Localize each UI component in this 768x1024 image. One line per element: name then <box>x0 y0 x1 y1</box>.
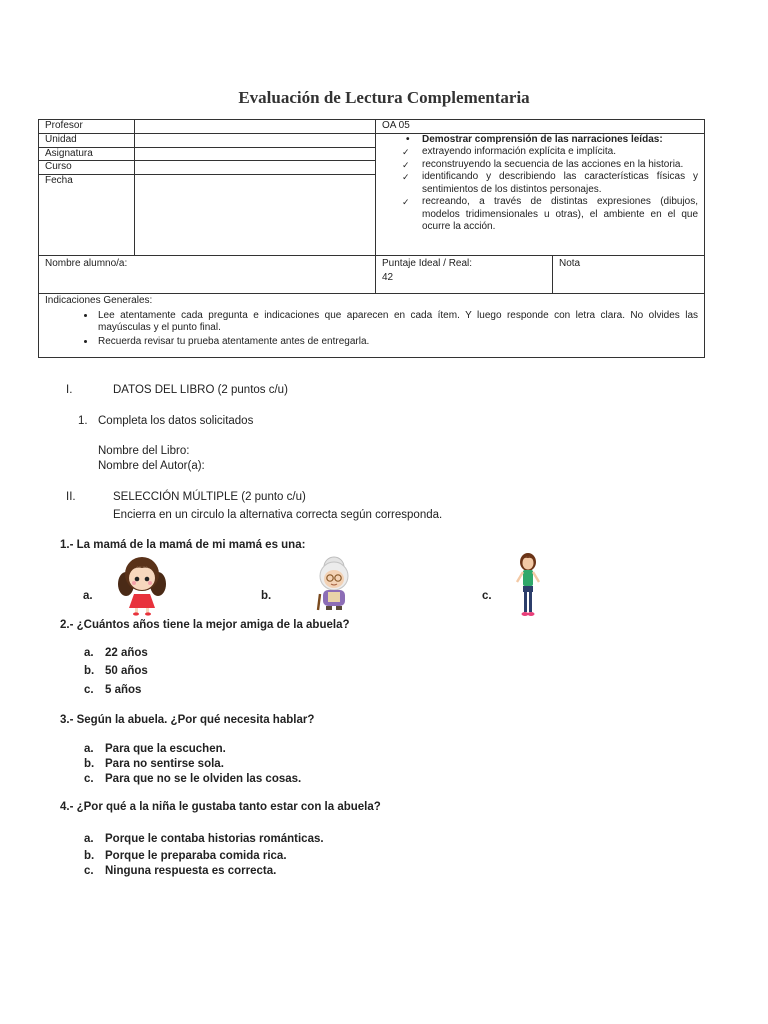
unidad-field[interactable] <box>135 134 375 148</box>
section1-item-num: 1. <box>78 415 88 427</box>
q4-letter-b[interactable]: b. <box>84 850 95 862</box>
woman-image[interactable] <box>510 552 546 620</box>
curso-label: Curso <box>39 161 134 175</box>
oa-objective: • Demostrar comprensión de las narraciones leídas: <box>394 134 698 147</box>
q4-option-c[interactable]: Ninguna respuesta es correcta. <box>105 865 277 877</box>
section2-instruction: Encierra en un circulo la alternativa correcta según corresponda. <box>113 509 443 521</box>
section1-title: DATOS DEL LIBRO (2 puntos c/u) <box>113 384 288 396</box>
nota-cell[interactable] <box>553 256 705 294</box>
q1-option-b[interactable]: b. <box>261 590 272 602</box>
nota-label: Nota <box>559 258 581 269</box>
oa-code: OA 05 <box>376 120 704 134</box>
nombre-alumno-label: Nombre alumno/a: <box>45 258 128 269</box>
q2-letter-b[interactable]: b. <box>84 665 95 677</box>
oa-check-4: ✓ recreando, a través de distintas expresiones (dibujos, modelos tridimensionales u otras), el ambiente en el que ocurre la acción. <box>394 196 698 234</box>
question-1: 1.- La mamá de la mamá de mi mamá es una: <box>60 539 306 551</box>
header-table <box>38 119 705 358</box>
labels-cell <box>39 120 135 256</box>
question-4: 4.- ¿Por qué a la niña le gustaba tanto estar con la abuela? <box>60 801 381 813</box>
q4-option-a[interactable]: Porque le contaba historias románticas. <box>105 833 324 845</box>
q2-option-b[interactable]: 50 años <box>105 665 148 677</box>
section1-numeral: I. <box>66 384 73 396</box>
q1-option-c[interactable]: c. <box>482 590 492 602</box>
oa-check-3: ✓ identificando y describiendo las características físicas y sentimientos de los distintos personajes. <box>394 171 698 196</box>
profesor-field[interactable] <box>135 120 375 134</box>
q3-letter-b[interactable]: b. <box>84 758 95 770</box>
indicacion-1: • Lee atentamente cada pregunta e indicaciones que aparecen en cada ítem. Y luego responde con letra clara. No olvides las mayúsculas y el punto final. <box>96 310 698 335</box>
q2-option-c[interactable]: 5 años <box>105 684 142 696</box>
section2-title: SELECCIÓN MÚLTIPLE (2 punto c/u) <box>113 491 306 503</box>
q4-letter-a[interactable]: a. <box>84 833 94 845</box>
section1-item: Completa los datos solicitados <box>98 415 254 427</box>
profesor-label: Profesor <box>39 120 134 134</box>
q4-letter-c[interactable]: c. <box>84 865 94 877</box>
indicacion-2: • Recuerda revisar tu prueba atentamente antes de entregarla. <box>96 336 698 349</box>
libro-label: Nombre del Libro: <box>98 445 190 457</box>
q3-letter-c[interactable]: c. <box>84 773 94 785</box>
fecha-label: Fecha <box>45 175 73 187</box>
fecha-field[interactable] <box>135 175 375 188</box>
oa-check-2: ✓ reconstruyendo la secuencia de las acciones en la historia. <box>394 159 698 172</box>
q3-option-b[interactable]: Para no sentirse sola. <box>105 758 224 770</box>
q3-option-c[interactable]: Para que no se le olviden las cosas. <box>105 773 302 785</box>
indicaciones-title: Indicaciones Generales: <box>45 295 153 306</box>
q4-option-b[interactable]: Porque le preparaba comida rica. <box>105 850 287 862</box>
asignatura-label: Asignatura <box>39 148 134 162</box>
q2-letter-a[interactable]: a. <box>84 647 94 659</box>
unidad-label: Unidad <box>39 134 134 148</box>
question-2: 2.- ¿Cuántos años tiene la mejor amiga de la abuela? <box>60 619 350 631</box>
indicaciones-cell <box>39 294 705 358</box>
q3-letter-a[interactable]: a. <box>84 743 94 755</box>
girl-image[interactable] <box>112 554 172 616</box>
curso-field[interactable] <box>135 161 375 175</box>
q1-option-a[interactable]: a. <box>83 590 93 602</box>
question-3: 3.- Según la abuela. ¿Por qué necesita hablar? <box>60 714 315 726</box>
puntaje-value: 42 <box>382 271 394 283</box>
q3-option-a[interactable]: Para que la escuchen. <box>105 743 226 755</box>
oa-check-1: ✓ extrayendo información explícita e implícita. <box>394 146 698 159</box>
grandma-image[interactable] <box>306 554 362 612</box>
oa-cell <box>376 120 705 256</box>
puntaje-label: Puntaje Ideal / Real: <box>382 258 473 269</box>
asignatura-field[interactable] <box>135 148 375 162</box>
nombre-alumno-cell[interactable] <box>39 256 376 294</box>
q2-option-a[interactable]: 22 años <box>105 647 148 659</box>
puntaje-cell <box>376 256 553 294</box>
q2-letter-c[interactable]: c. <box>84 684 94 696</box>
section2-numeral: II. <box>66 491 76 503</box>
values-cell[interactable] <box>135 120 376 256</box>
page-title: Evaluación de Lectura Complementaria <box>238 88 530 107</box>
autor-label: Nombre del Autor(a): <box>98 460 205 472</box>
